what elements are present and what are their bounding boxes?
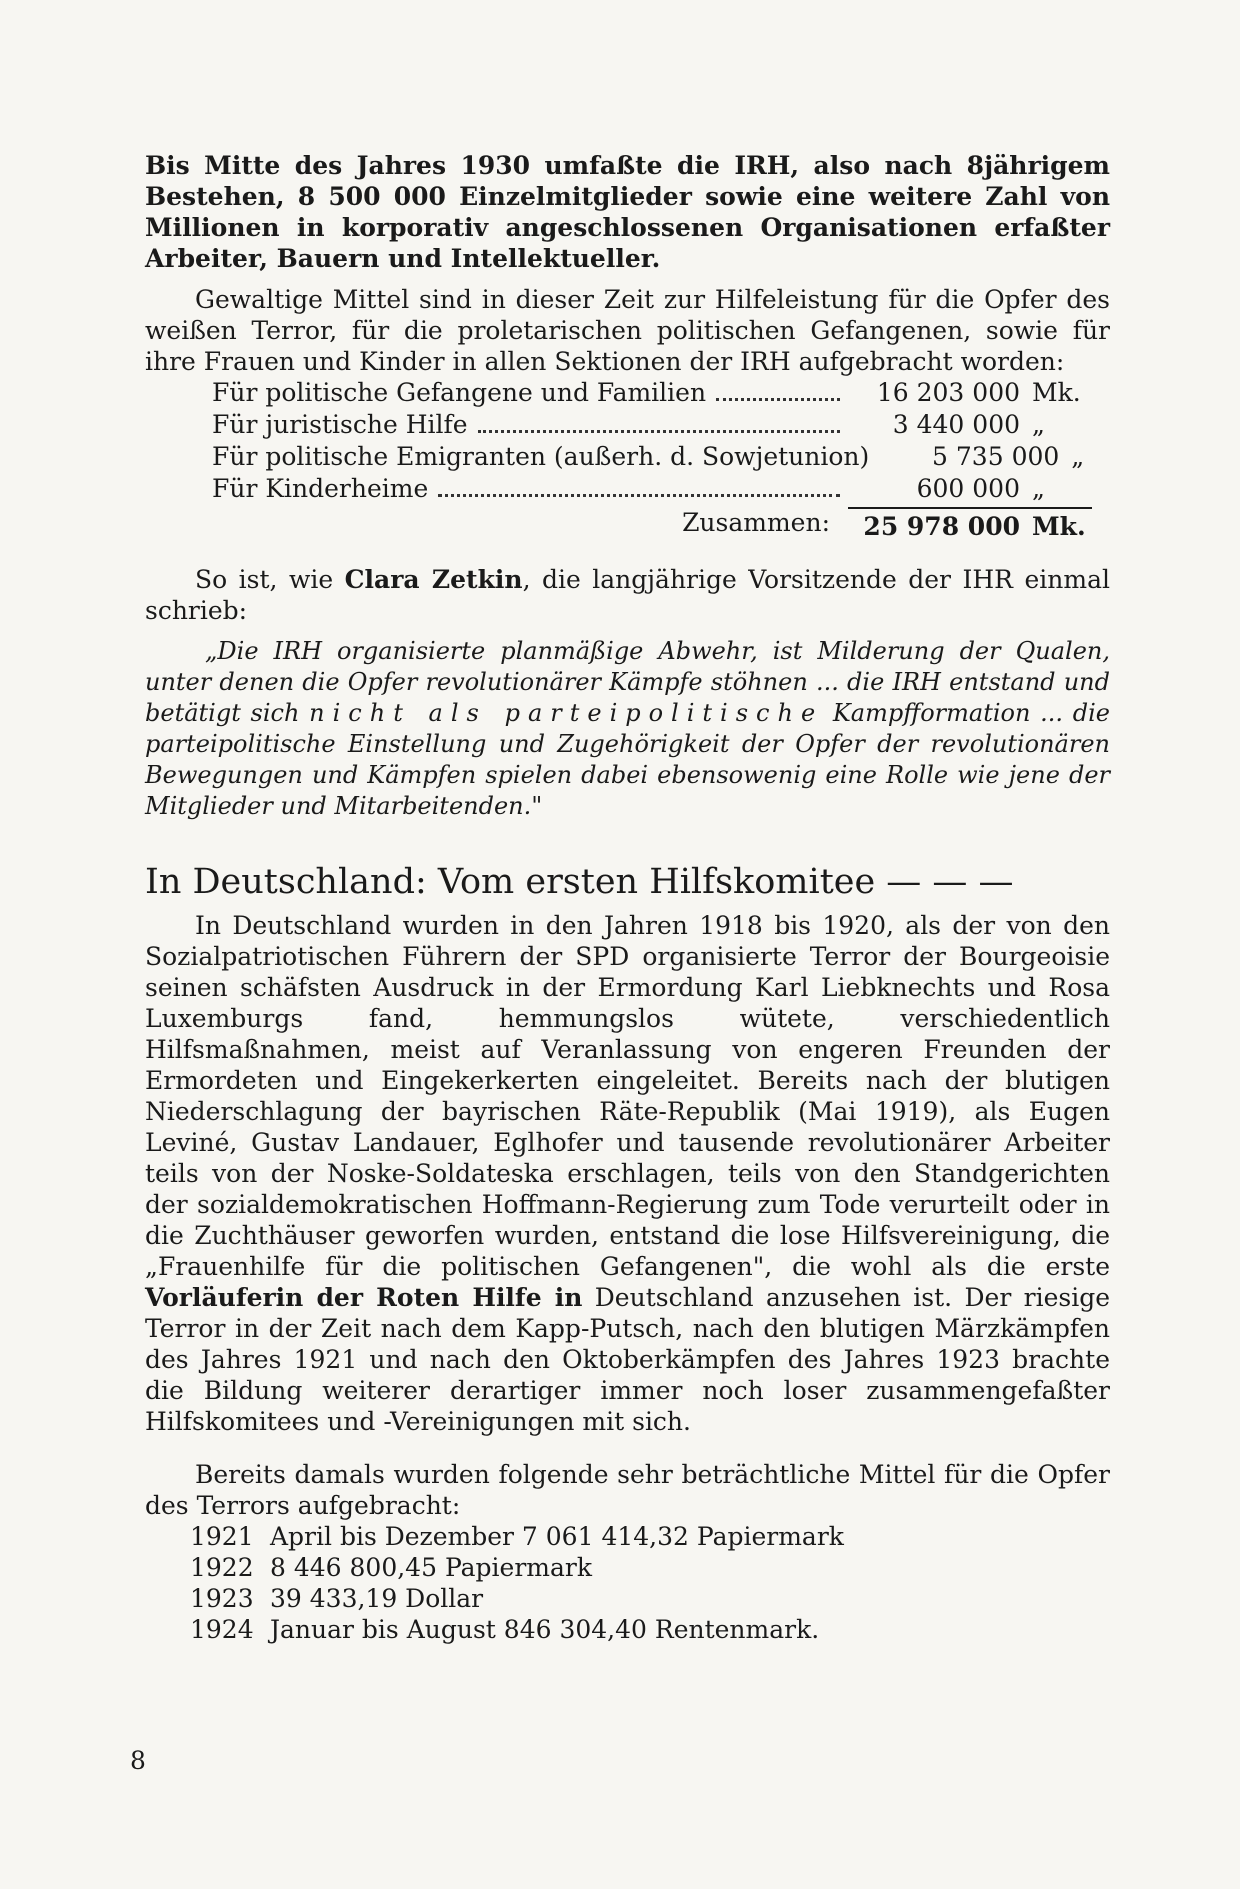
quote-spaced-text: nicht als parteipolitische [309, 699, 824, 727]
year-text: 8 446 800,45 Papiermark [270, 1553, 592, 1582]
total-unit: Mk. [1020, 507, 1092, 542]
funds-unit: „ [1032, 410, 1045, 439]
funds-unit: „ [1071, 442, 1085, 471]
funds-label: Für juristische Hilfe [212, 410, 468, 439]
year-text: Januar bis August 846 304,40 Rentenmark. [270, 1615, 820, 1644]
funds-row [212, 473, 1092, 505]
year-row [190, 1521, 1110, 1552]
funds-amount: 600 000 [916, 474, 1020, 503]
zetkin-intro-before: So ist, wie [195, 565, 345, 594]
funds-amount: 16 203 000 [876, 378, 1020, 407]
author-name: Clara Zetkin [344, 565, 523, 594]
funds-amount: 3 440 000 [892, 410, 1020, 439]
total-amount: 25 978 000 [848, 507, 1020, 542]
year-label: 1923 [190, 1584, 254, 1613]
zetkin-quote [145, 636, 1110, 822]
year-label: 1922 [190, 1553, 254, 1582]
funds-table [212, 377, 1092, 542]
page-number: 8 [130, 1746, 146, 1775]
year-row [190, 1552, 1110, 1583]
quote-part-1: „Die IRH organisierte planmäßige Abwehr, ist Milderung der Qualen, unter denen die Opfer revolutionärer Kämpfe stöhnen ... die IRH entstand und betätigt sich [145, 637, 1110, 727]
funds-label: Für Kinderheime [212, 474, 429, 503]
quote-part-2: Kampfformation ... die parteipolitische Einstellung und Zugehörigkeit der Opfer der revolutionären Bewegungen und Kämpfen spielen dabei ebensowenig eine Rolle wie jene der Mitglieder und Mitarbeitenden." [145, 699, 1111, 820]
funds-unit: „ [1032, 474, 1045, 503]
germany-bold: Vorläuferin der Roten Hilfe in [145, 1283, 583, 1312]
section-heading: In Deutschland: Vom ersten Hilfskomitee — — — [145, 862, 1014, 902]
germany-paragraph [145, 910, 1110, 1437]
funds-amount: 5 735 000 [932, 442, 1060, 471]
funds-then-paragraph: Bereits damals wurden folgende sehr beträchtliche Mittel für die Opfer des Terrors aufgebracht: [145, 1460, 1110, 1520]
funds-row [212, 441, 1092, 473]
year-label: 1924 [190, 1615, 254, 1644]
year-row [190, 1614, 1110, 1645]
zetkin-intro [145, 564, 1110, 626]
total-label: Zusammen: [682, 508, 830, 537]
intro-paragraph: Bis Mitte des Jahres 1930 umfaßte die IRH, also nach 8jährigem Bestehen, 8 500 000 Einzelmitglieder sowie eine weitere Zahl von Millionen in korporativ angeschlossenen Organisationen erfaßter Arbeiter, Bauern und Intellektueller. [145, 151, 1110, 273]
germany-part-2: Deutschland anzusehen ist. Der riesige Terror in der Zeit nach dem Kapp-Putsch, nach den blutigen Märzkämpfen des Jahres 1921 und nach den Oktoberkämpfen des Jahres 1923 brachte die Bildung weiterer derartiger immer noch loser zusammengefaßter Hilfskomitees und -Vereinigungen mit sich. [145, 1283, 1110, 1436]
funds-total-row [212, 507, 1092, 542]
funds-row [212, 377, 1092, 409]
year-text: April bis Dezember 7 061 414,32 Papiermark [270, 1522, 844, 1551]
funds-label: Für politische Emigranten (außerh. d. Sowjetunion) [212, 442, 870, 471]
funds-unit: Mk. [1032, 378, 1081, 407]
funds-row [212, 409, 1092, 441]
year-row [190, 1583, 1110, 1614]
funds-paragraph: Gewaltige Mittel sind in dieser Zeit zur Hilfeleistung für die Opfer des weißen Terror, für die proletarischen politischen Gefangenen, sowie für ihre Frauen und Kinder in allen Sektionen der IRH aufgebracht worden: [145, 285, 1110, 376]
funds-label: Für politische Gefangene und Familien [212, 378, 707, 407]
page-body [145, 150, 1110, 1645]
year-label: 1921 [190, 1522, 254, 1551]
germany-part-1: In Deutschland wurden in den Jahren 1918 bis 1920, als der von den Sozialpatriotischen Führern der SPD organisierte Terror der Bourgeoisie seinen schäfsten Ausdruck in der Ermordung Karl Liebknechts und Rosa Luxemburgs fand, hemmungslos wütete, verschiedentlich Hilfsmaßnahmen, meist auf Veranlassung von engeren Freunden der Ermordeten und Eingekerkerten eingeleitet. Bereits nach der blutigen Niederschlagung der bayrischen Räte-Republik (Mai 1919), als Eugen Leviné, Gustav Landauer, Eglhofer und tausende revolutionärer Arbeiter teils von der Noske-Soldateska erschlagen, teils von den Standgerichten der sozialdemokratischen Hoffmann-Regierung zum Tode verurteilt oder in die Zuchthäuser geworfen wurden, entstand die lose Hilfsvereinigung, die „Frauenhilfe für die politischen Gefangenen", die wohl als die erste [145, 911, 1110, 1281]
yearly-funds-list [190, 1521, 1110, 1645]
zetkin-intro-after: , die langjährige Vorsitzende der IHR einmal schrieb: [145, 565, 1110, 625]
dot-leader [438, 493, 840, 497]
dot-leader [478, 429, 840, 433]
year-text: 39 433,19 Dollar [270, 1584, 484, 1613]
dot-leader [716, 397, 840, 401]
